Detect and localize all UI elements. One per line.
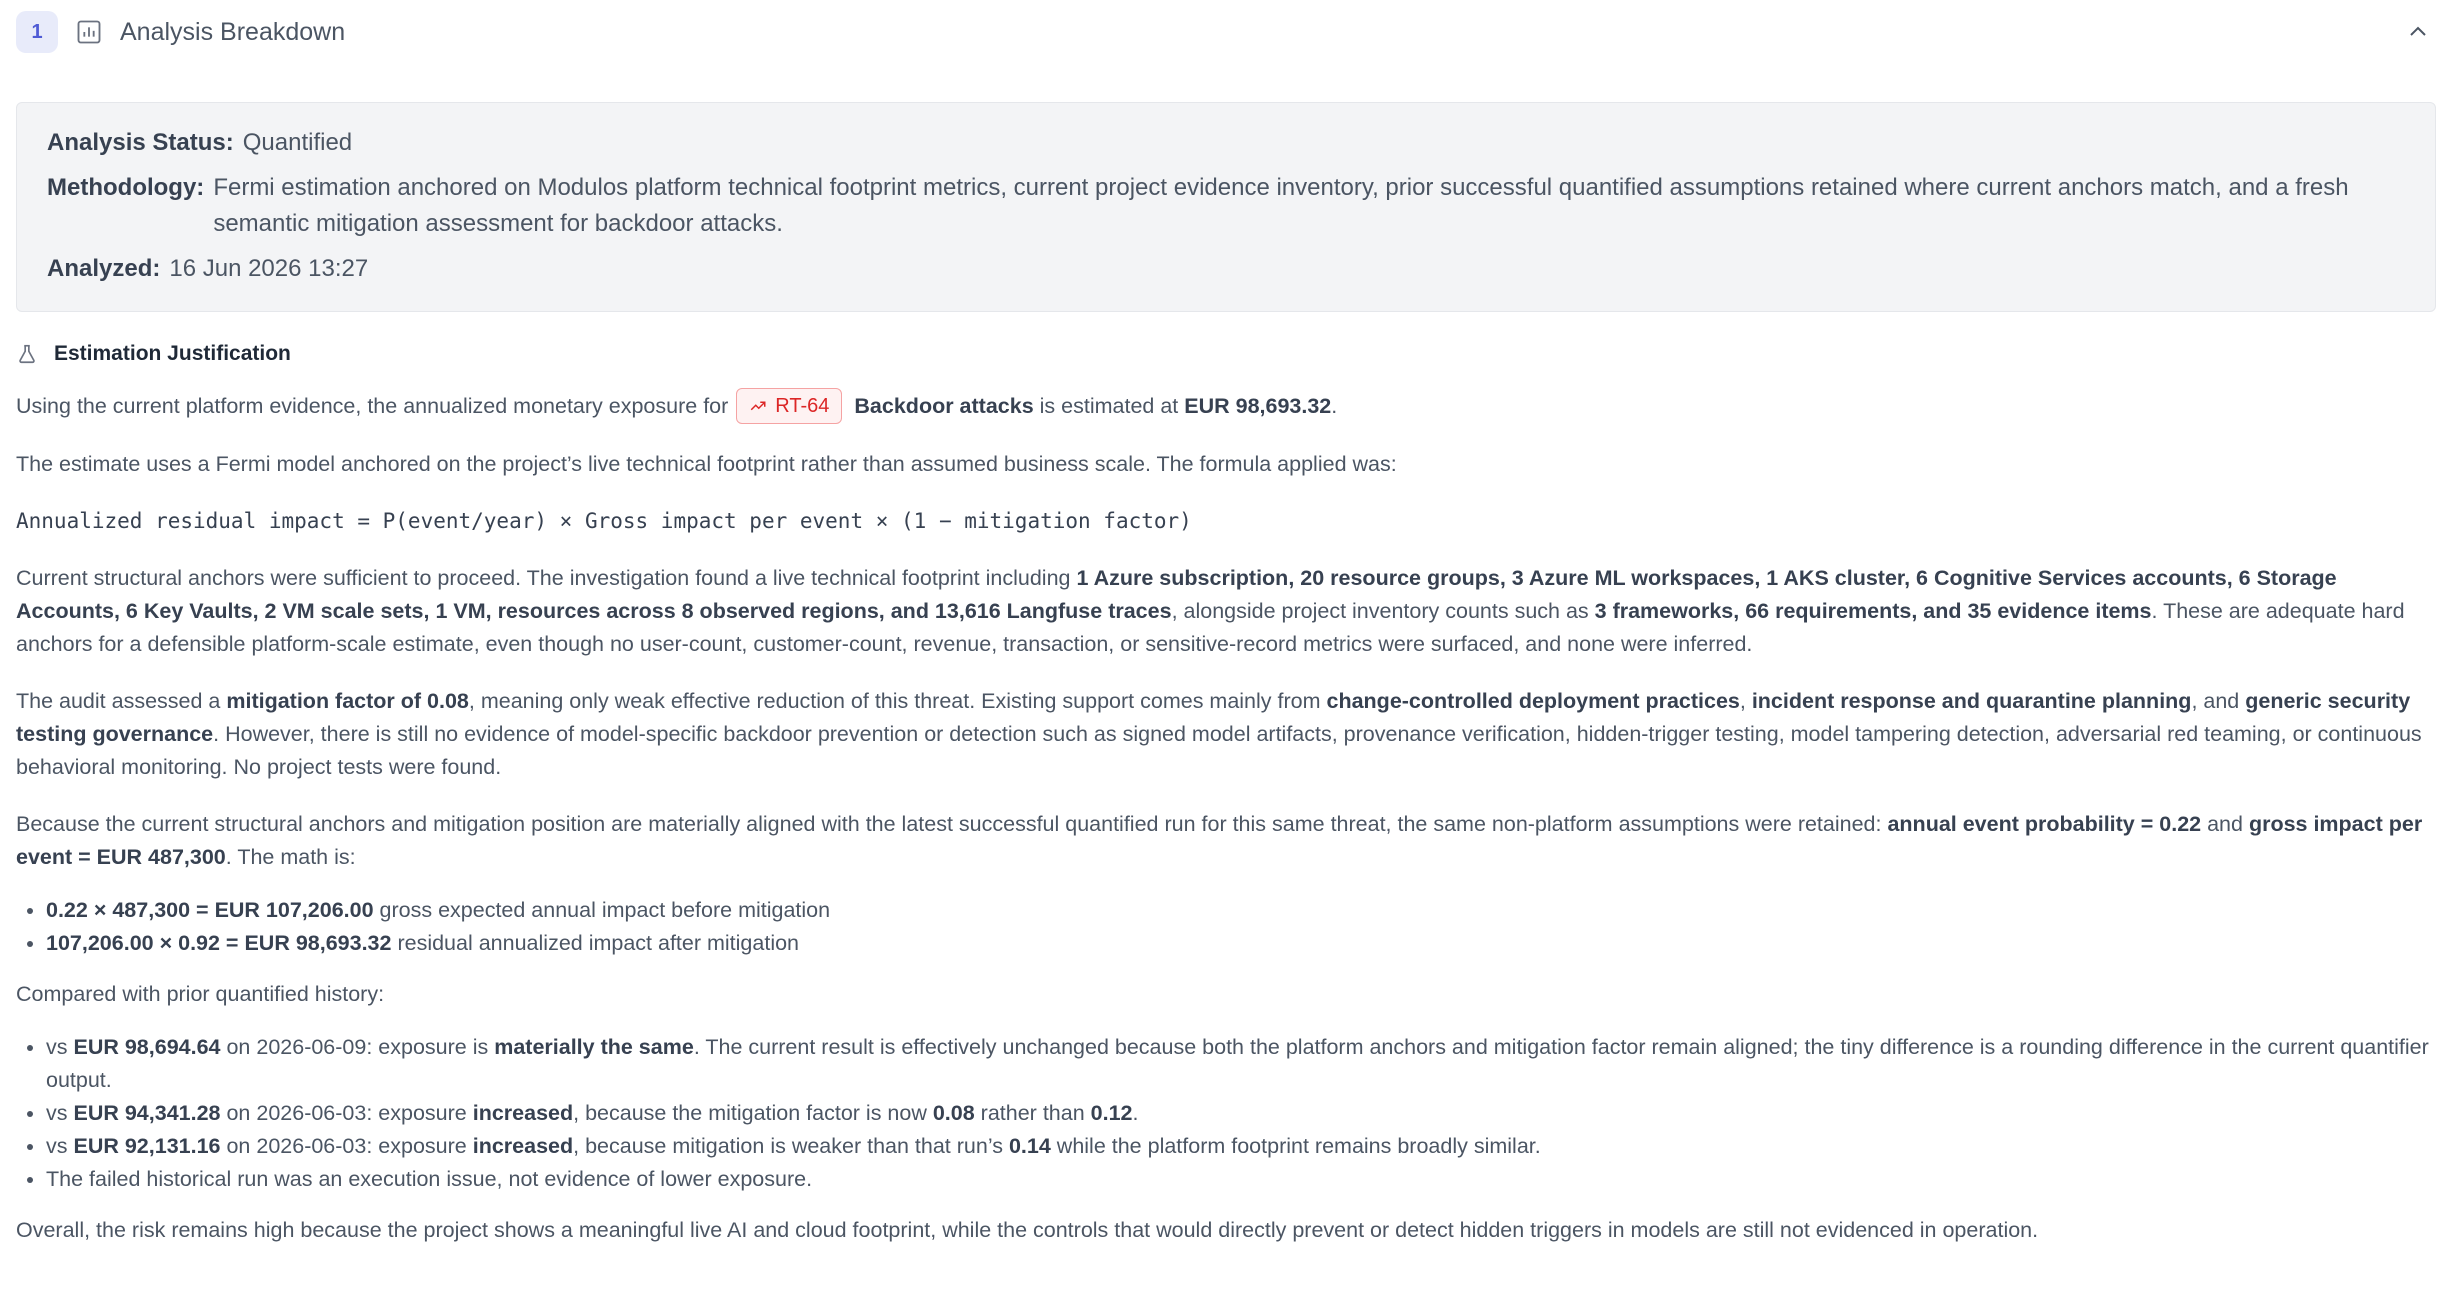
text: Because the current structural anchors and mitigation position are materially aligned with the latest successful quantified run for this same threat, the same non-platform assumptions were retained: (16, 812, 1888, 836)
analyzed-label: Analyzed: (47, 255, 161, 282)
status-value: Quantified (242, 129, 353, 156)
text: Current structural anchors were sufficient to proceed. The investigation found a live technical footprint including (16, 566, 1077, 590)
risk-chip-label: RT-64 (775, 394, 830, 417)
list-item: • vs EUR 92,131.16 on 2026-06-03: exposure increased, because mitigation is weaker than that run’s 0.14 while the platform footprint remains broadly similar. (46, 1130, 2436, 1163)
control-1: change-controlled deployment practices (1326, 689, 1740, 713)
text: is estimated at (1039, 393, 1179, 418)
list-item (46, 927, 2436, 960)
list-item (46, 894, 2436, 927)
text: , and (2191, 689, 2246, 713)
methodology-value: Fermi estimation anchored on Modulos platform technical footprint metrics, current project evidence inventory, prior successful quantified assumptions retained where current anchors match, and a fresh semantic mitigation assessment for backdoor attacks. (213, 174, 2349, 237)
paragraph-assumptions (16, 808, 2436, 874)
text: . (1331, 393, 1338, 418)
text: , (1739, 689, 1752, 713)
text: . The math is: (225, 845, 356, 869)
trending-up-icon (749, 397, 767, 415)
bar-chart-icon (74, 17, 104, 47)
status-row (47, 125, 2405, 161)
analyzed-row (47, 251, 2405, 287)
paragraph-conclusion: Overall, the risk remains high because the project shows a meaningful live AI and cloud footprint, while the controls that would directly prevent or detect hidden triggers in models are still not evidenced in operation. (16, 1218, 2039, 1242)
text: and (2201, 812, 2249, 836)
text: . However, there is still no evidence of model-specific backdoor prevention or detection such as signed model artifacts, provenance verification, hidden-trigger testing, model tampering detection, adversarial red teaming, or continuous behavioral monitoring. No project tests were found. (16, 722, 2422, 779)
paragraph-history-intro: Compared with prior quantified history: (16, 982, 385, 1006)
math-expression: 0.22 × 487,300 = EUR 107,206.00 (46, 898, 374, 922)
annual-probability: annual event probability = 0.22 (1887, 812, 2202, 836)
text: , meaning only weak effective reduction of this threat. Existing support comes mainly from (468, 689, 1327, 713)
control-2: incident response and quarantine planning (1751, 689, 2192, 713)
justification-heading (16, 340, 2436, 368)
collapse-button[interactable] (2400, 14, 2436, 50)
text: . These are adequate hard anchors for a defensible platform-scale estimate, even though no user-count, customer-count, revenue, transaction, or sensitive-record metrics were surfaced, and none were inferred. (16, 599, 2405, 656)
text: Using the current platform evidence, the annualized monetary exposure for (16, 393, 729, 418)
risk-chip-link[interactable] (736, 388, 842, 424)
section-header[interactable] (16, 0, 2436, 64)
status-label: Analysis Status: (47, 129, 234, 156)
text: gross expected annual impact before mitigation (373, 898, 831, 922)
risk-name: Backdoor attacks (854, 393, 1034, 418)
paragraph-exposure (16, 388, 2436, 424)
gross-impact: gross impact per event = EUR 487,300 (16, 812, 2423, 869)
analysis-summary (16, 102, 2436, 312)
methodology-label: Methodology: (47, 174, 205, 201)
text: The audit assessed a (16, 689, 227, 713)
list-item: • vs EUR 98,694.64 on 2026-06-09: exposure is materially the same. The current result is effectively unchanged because both the platform anchors and mitigation factor remain aligned; the tiny difference is a rounding difference in the current quantifier output. (46, 1031, 2436, 1097)
math-list (16, 894, 2436, 960)
paragraph-mitigation (16, 685, 2436, 784)
analyzed-value: 16 Jun 2026 13:27 (169, 255, 369, 282)
text: residual annualized impact after mitigation (391, 931, 800, 955)
flask-icon (16, 342, 40, 366)
list-item: • vs EUR 94,341.28 on 2026-06-03: exposure increased, because the mitigation factor is now 0.08 rather than 0.12. (46, 1097, 2436, 1130)
justification-title: Estimation Justification (54, 342, 291, 365)
list-item: • The failed historical run was an execution issue, not evidence of lower exposure. (46, 1163, 2436, 1196)
inventory-counts: 3 frameworks, 66 requirements, and 35 evidence items (1594, 599, 2152, 623)
formula: Annualized residual impact = P(event/year) × Gross impact per event × (1 − mitigation factor) (16, 509, 1192, 533)
text: , alongside project inventory counts such as (1171, 599, 1595, 623)
footprint-anchors: 1 Azure subscription, 20 resource groups, 3 Azure ML workspaces, 1 AKS cluster, 6 Cognitive Services accounts, 6 Storage Accounts, 6 Key Vaults, 2 VM scale sets, 1 VM, resources across 8 observed regions, and 13,616 Langfuse traces (16, 566, 2337, 623)
chevron-up-icon (2406, 20, 2430, 44)
math-expression: 107,206.00 × 0.92 = EUR 98,693.32 (46, 931, 392, 955)
control-3: generic security testing governance (16, 689, 2411, 746)
exposure-value: EUR 98,693.32 (1184, 393, 1332, 418)
justification-body (16, 388, 2436, 1247)
mitigation-factor: mitigation factor of 0.08 (226, 689, 469, 713)
section-title: Analysis Breakdown (120, 17, 346, 46)
paragraph-anchors (16, 562, 2436, 661)
methodology-row (47, 170, 2405, 242)
history-list (16, 1031, 2436, 1196)
step-number-badge: 1 (16, 11, 58, 53)
paragraph-model: The estimate uses a Fermi model anchored on the project’s live technical footprint rather than assumed business scale. The formula applied was: (16, 452, 1397, 476)
